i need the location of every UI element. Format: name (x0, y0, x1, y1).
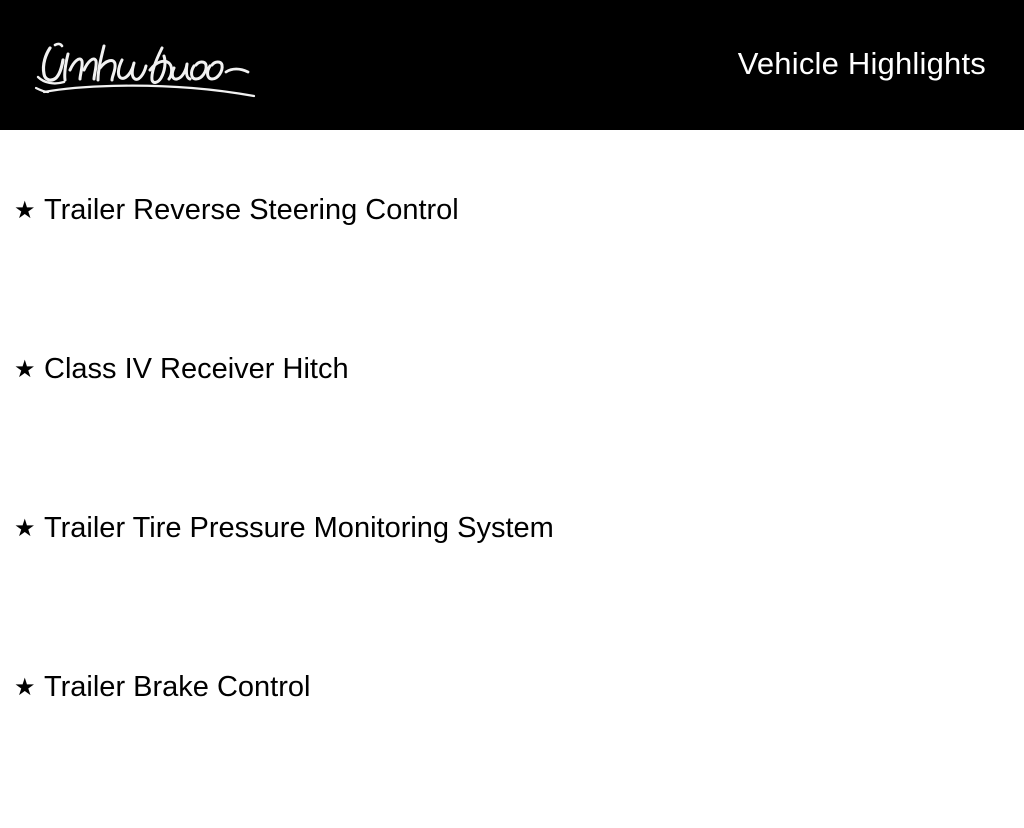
slide-header (0, 0, 1024, 130)
list-item (0, 192, 1024, 351)
jim-hudson-logo (22, 30, 262, 100)
list-item-label: Trailer Brake Control (44, 671, 311, 703)
star-bullet-icon: ★ (14, 674, 36, 701)
list-item-label: Class IV Receiver Hitch (44, 353, 349, 385)
list-item-label: Trailer Reverse Steering Control (44, 194, 459, 226)
bullet-list (0, 130, 1024, 768)
list-item (0, 510, 1024, 669)
star-bullet-icon: ★ (14, 515, 36, 542)
list-item-label: Trailer Tire Pressure Monitoring System (44, 512, 554, 544)
list-item (0, 669, 1024, 828)
star-bullet-icon: ★ (14, 197, 36, 224)
star-bullet-icon: ★ (14, 356, 36, 383)
page-title: Vehicle Highlights (737, 46, 986, 81)
list-item (0, 351, 1024, 510)
